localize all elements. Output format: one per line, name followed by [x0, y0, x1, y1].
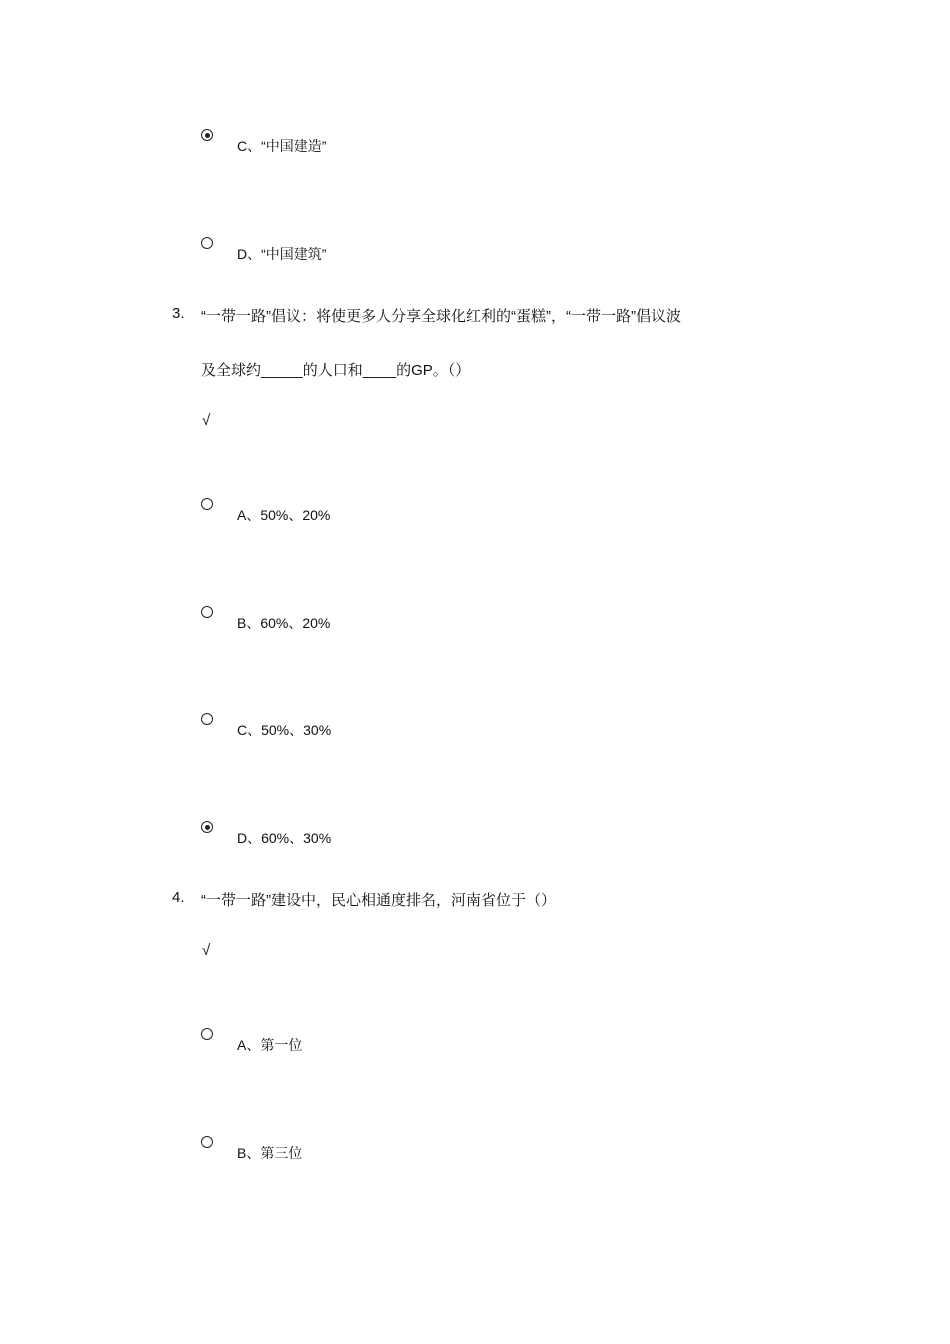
- option-label: B、第三位: [237, 1145, 303, 1161]
- question-text: “一带一路”建设中，民心相通度排名，河南省位于（）: [201, 892, 556, 909]
- radio-selected-icon[interactable]: [201, 129, 213, 141]
- checkmark-icon: √: [202, 412, 211, 429]
- option-label: C、“中国建造”: [237, 138, 327, 154]
- q2-option-c[interactable]: [201, 129, 326, 153]
- option-label: A、50%、20%: [237, 507, 331, 523]
- radio-icon[interactable]: [201, 713, 213, 725]
- q3-option-a[interactable]: [201, 498, 330, 522]
- radio-icon[interactable]: [201, 237, 213, 249]
- q4-option-b[interactable]: [201, 1136, 302, 1160]
- radio-selected-icon[interactable]: [201, 821, 213, 833]
- radio-icon[interactable]: [201, 1028, 213, 1040]
- question-text-continued: 及全球约_____的人口和____的GP。（）: [201, 362, 471, 379]
- question-text: “一带一路”倡议：将使更多人分享全球化红利的“蛋糕”，“一带一路”倡议波: [201, 308, 681, 325]
- radio-icon[interactable]: [201, 606, 213, 618]
- q4-option-a[interactable]: [201, 1028, 302, 1052]
- q3-option-c[interactable]: [201, 713, 331, 737]
- option-label: B、60%、20%: [237, 615, 331, 631]
- radio-icon[interactable]: [201, 498, 213, 510]
- checkmark-icon: √: [202, 942, 211, 959]
- q3-option-d[interactable]: [201, 821, 331, 845]
- question-number: 3.: [172, 305, 185, 322]
- radio-icon[interactable]: [201, 1136, 213, 1148]
- option-label: A、第一位: [237, 1037, 303, 1053]
- option-label: D、60%、30%: [237, 830, 332, 846]
- question-number: 4.: [172, 889, 185, 906]
- option-label: C、50%、30%: [237, 722, 332, 738]
- q3-option-b[interactable]: [201, 606, 330, 630]
- q2-option-d[interactable]: [201, 237, 326, 261]
- option-label: D、“中国建筑”: [237, 246, 327, 262]
